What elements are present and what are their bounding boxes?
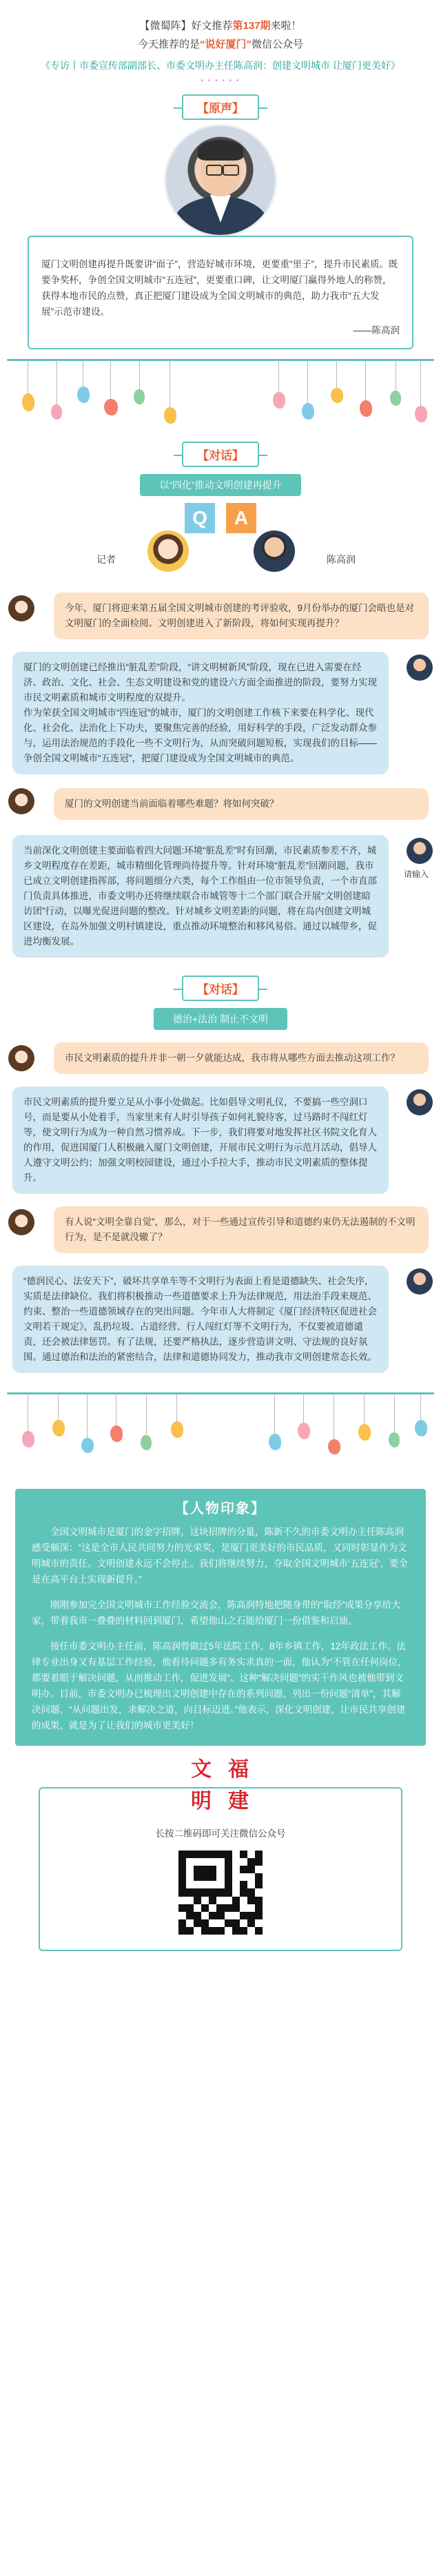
question-bubble: 今年，厦门将迎来第五届全国文明城市创建的考评验收，9月份举办的厦门会晤也是对文明厦门的全面检阅。文明创建进入了新阶段，将如何实现再提升？ [54, 593, 429, 639]
question-bubble: 厦门的文明创建当前面临着哪些难题？将如何突破？ [54, 788, 429, 820]
header-account-suffix: 微信公众号 [252, 39, 304, 50]
wenming-logo [185, 1755, 256, 1819]
answer-bubble: “德润民心、法安天下”，破坏共享单车等不文明行为表面上看是道德缺失、社会失序，实质是法律缺位。我们将积极推动一些道德要求上升为法律规范，用法治手段来规范、约束、整治一些道德领域存在的突出问题。今年市人大将制定《厦门经济特区促进社会文明若干规定》，乱扔垃圾、占道经营、行人闯红灯等不文明行为，不仅要被道德谴责，还会被法律惩罚。有了法规，还要严格执法，逐步营造讲文明、守法规的良好氛围。通过德治和法治的紧密结合，法律和道德协同发力，推动我市文明创建常态长效。 [12, 1266, 389, 1373]
qr-code[interactable] [176, 1848, 265, 1937]
input-hint-label: 请输入 [403, 869, 429, 879]
guest-avatar [254, 530, 295, 572]
answer-bubble: 当前深化文明创建主要面临着四大问题:环境“脏乱差”时有回潮，市民素质参差不齐，城乡文明程度存在差距，城市精细化管理尚待提升等。针对环境“脏乱差”回潮问题，我市已成立文明创建指挥部，将问题细分六类，每个工作组由一位市领导负责，一个市直部门负责具体推进，市委文明办还将继续联合市城管等十二个部门联合开展“文明创建暗访团”行动，以曝光促进问题的整改。针对城乡文明差距的问题，将在岛内创建文明城区建设，在岛外加强文明村镇建设，重点推动环境整治和移风易俗。通过以城带乡，促进均衡发展。 [12, 835, 389, 958]
reporter-label: 记者 [96, 554, 116, 565]
impression-paragraph-1: 全国文明城市是厦门的金字招牌，这块招牌的分量，陈新不久的市委文明办主任陈高润感受颇深：“这是全市人民共同努力的光荣奖，是厦门更美好的市民品质，又同时彰显作为文明城市的责任。文明创建永远不会停止。我们将继续努力，夺取全国文明城市‘五连冠’，要全是在高平台上实现新提升。” [32, 1527, 408, 1585]
question-bubble: 市民文明素质的提升并非一朝一夕就能达成，我市将从哪些方面去推动这项工作？ [54, 1042, 429, 1074]
guest-icon [407, 1268, 433, 1295]
quote-text: 厦门文明创建再提升既要讲“面子”，营造好城市环境，更要重“里子”，提升市民素质。既要争奖杯，争创全国文明城市“五连冠”，更要重口碑，让文明厦门赢得外地人的称赞，获得本地市民的点赞，真正把厦门建设成为全国文明城市的典范，助力我市“五大发展”示范市建设。 [41, 259, 398, 317]
reporter-icon [8, 1209, 34, 1235]
header-line-2 [0, 37, 441, 51]
qa2-answer-1 [12, 1086, 429, 1194]
reporter-avatar [147, 530, 189, 572]
reporter-icon [8, 595, 34, 621]
qa1-question-2 [12, 788, 429, 820]
reporter-icon [8, 788, 34, 814]
quote-signature: ——陈高润 [353, 325, 400, 336]
yuansheng-tag [182, 94, 259, 120]
qa2-question-1 [12, 1042, 429, 1074]
hanging-decoration [0, 352, 441, 428]
logo-char-3: 明 [191, 1789, 212, 1813]
dialogue2-tag-wrap [0, 976, 441, 1001]
answer-bubble: 市民文明素质的提升要立足从小事小处做起。比如倡导文明礼仪，不要搞一些空洞口号，而是要从小处着手，当家里来有人时引导孩子如何礼貌待客，过马路时不闯红灯等，使文明行为成为一种自然习惯养成。下一步，我们将要对地发挥社区书院文化育人的作用，促进国厦门人积极融入厦门文明创建，开展市民文明行为示范月活动，倡导人人遵守文明公约；加强文明校园建设，通过小手拉大手，推动市民文明素质的整体提升。 [12, 1086, 389, 1194]
dialogue1-tag-label: 【对话】 [197, 449, 244, 462]
guest-icon [407, 838, 433, 864]
header-prefix: 【微蜀阵】好文推荐 [139, 20, 233, 32]
account-name-link[interactable]: “说好厦门” [199, 39, 252, 50]
dialogue1-speakers [0, 496, 441, 586]
dialogue1-tag-wrap [0, 442, 441, 467]
qa2-question-2 [12, 1206, 429, 1253]
dialogue1-banner: 以“四化”推动文明创建再提升 [140, 474, 300, 496]
qa2-answer-2 [12, 1266, 429, 1373]
logo-char-1: 文 [191, 1758, 212, 1782]
logo-char-2: 福 [228, 1758, 249, 1782]
hanging-decoration-2 [0, 1385, 441, 1461]
dialogue1-tag [182, 442, 259, 467]
logo-char-4: 建 [228, 1789, 249, 1813]
dialogue2-tag-label: 【对话】 [197, 983, 244, 996]
impression-section [15, 1489, 426, 1746]
article-title-link[interactable]: 《专访丨市委宣传部副部长、市委文明办主任陈高润：创建文明城市 让厦门更美好》 [41, 60, 400, 71]
impression-paragraph-2: 刚刚参加完全国文明城市工作经验交流会，陈高润特地把随身带的“取经”成果分享给大家，带着我市一叠叠的材料回到厦门，希望他山之石能给厦门一份借鉴和启迪。 [32, 1600, 401, 1626]
yuansheng-tag-wrap [0, 94, 441, 120]
quote-box [28, 236, 413, 349]
q-badge: Q [185, 503, 215, 533]
guest-icon [407, 1089, 433, 1115]
chen-gaorun-portrait [164, 124, 277, 237]
impression-title: 【人物印象】 [175, 1501, 266, 1516]
qa1-answer-1 [12, 652, 429, 774]
dialogue2-tag [182, 976, 259, 1001]
guest-label: 陈高润 [327, 554, 356, 565]
qa1-question-1 [12, 593, 429, 639]
dialogue2-banner: 德治+法治 制止不文明 [154, 1008, 287, 1030]
impression-paragraph-3: 接任市委文明办主任前，陈高润曾做过5年法院工作，8年乡镇工作，12年政法工作。法律专业出身又有基层工作经验，他看待问题多有务实求真的一面，他认为“不管在任何岗位，都要着眼于解决问题，从而推动工作，促进发展”。这种“解决问题”的实干作风也被他带到文明办。目前，市委文明办已梳理出文明创建中存在的系列问题，列出一份问题“清单”，其解决问题、“从问题出发，求解决之道，向目标迈进。”他表示，深化文明创建，让市民共享创建的成果，就是为了让我们的城市更美好！ [32, 1641, 407, 1731]
header-recommend-text: 今天推荐的是 [137, 39, 200, 50]
issue-number: 第137期 [232, 20, 271, 32]
qa1-answer-2 [12, 835, 429, 958]
divider-dots: • • • • • • [201, 77, 240, 85]
answer-bubble: 厦门的文明创建已经推出“脏乱差”阶段，“讲文明树新风”阶段，现在已进入需要在经济、政治、文化、社会、生态文明建设和党的建设六方面全面推进的阶段，要努力实现市民文明素质和城市文明程度的双提升。 作为荣获全国文明城市“四连冠”的城市，厦门的文明创建工作核下来要在科学化、现代化、社会化、法治化上下功夫，要聚焦完善的经验，用好科学的手段，广泛发动群众参与，运用法治规范的手段化一些不文明行为，从而突破问题短板，实现我们的目标——争创全国文明城市“五连冠”，把厦门建设成为全国文明城市的典范。 [12, 652, 389, 774]
qr-caption: 长按二维码即可关注微信公众号 [155, 1828, 286, 1839]
footer-card [39, 1758, 402, 1951]
guest-icon [407, 655, 433, 681]
reporter-icon [8, 1045, 34, 1071]
a-badge: A [226, 503, 256, 533]
header-line-1 [0, 18, 441, 32]
question-bubble: 有人说“文明全靠自觉”，那么，对于一些通过宣传引导和道德约束仍无法遏制的不文明行为，是不是就没辙了？ [54, 1206, 429, 1253]
header-suffix: 来啦！ [270, 20, 302, 32]
yuansheng-tag-label: 【原声】 [197, 102, 244, 115]
